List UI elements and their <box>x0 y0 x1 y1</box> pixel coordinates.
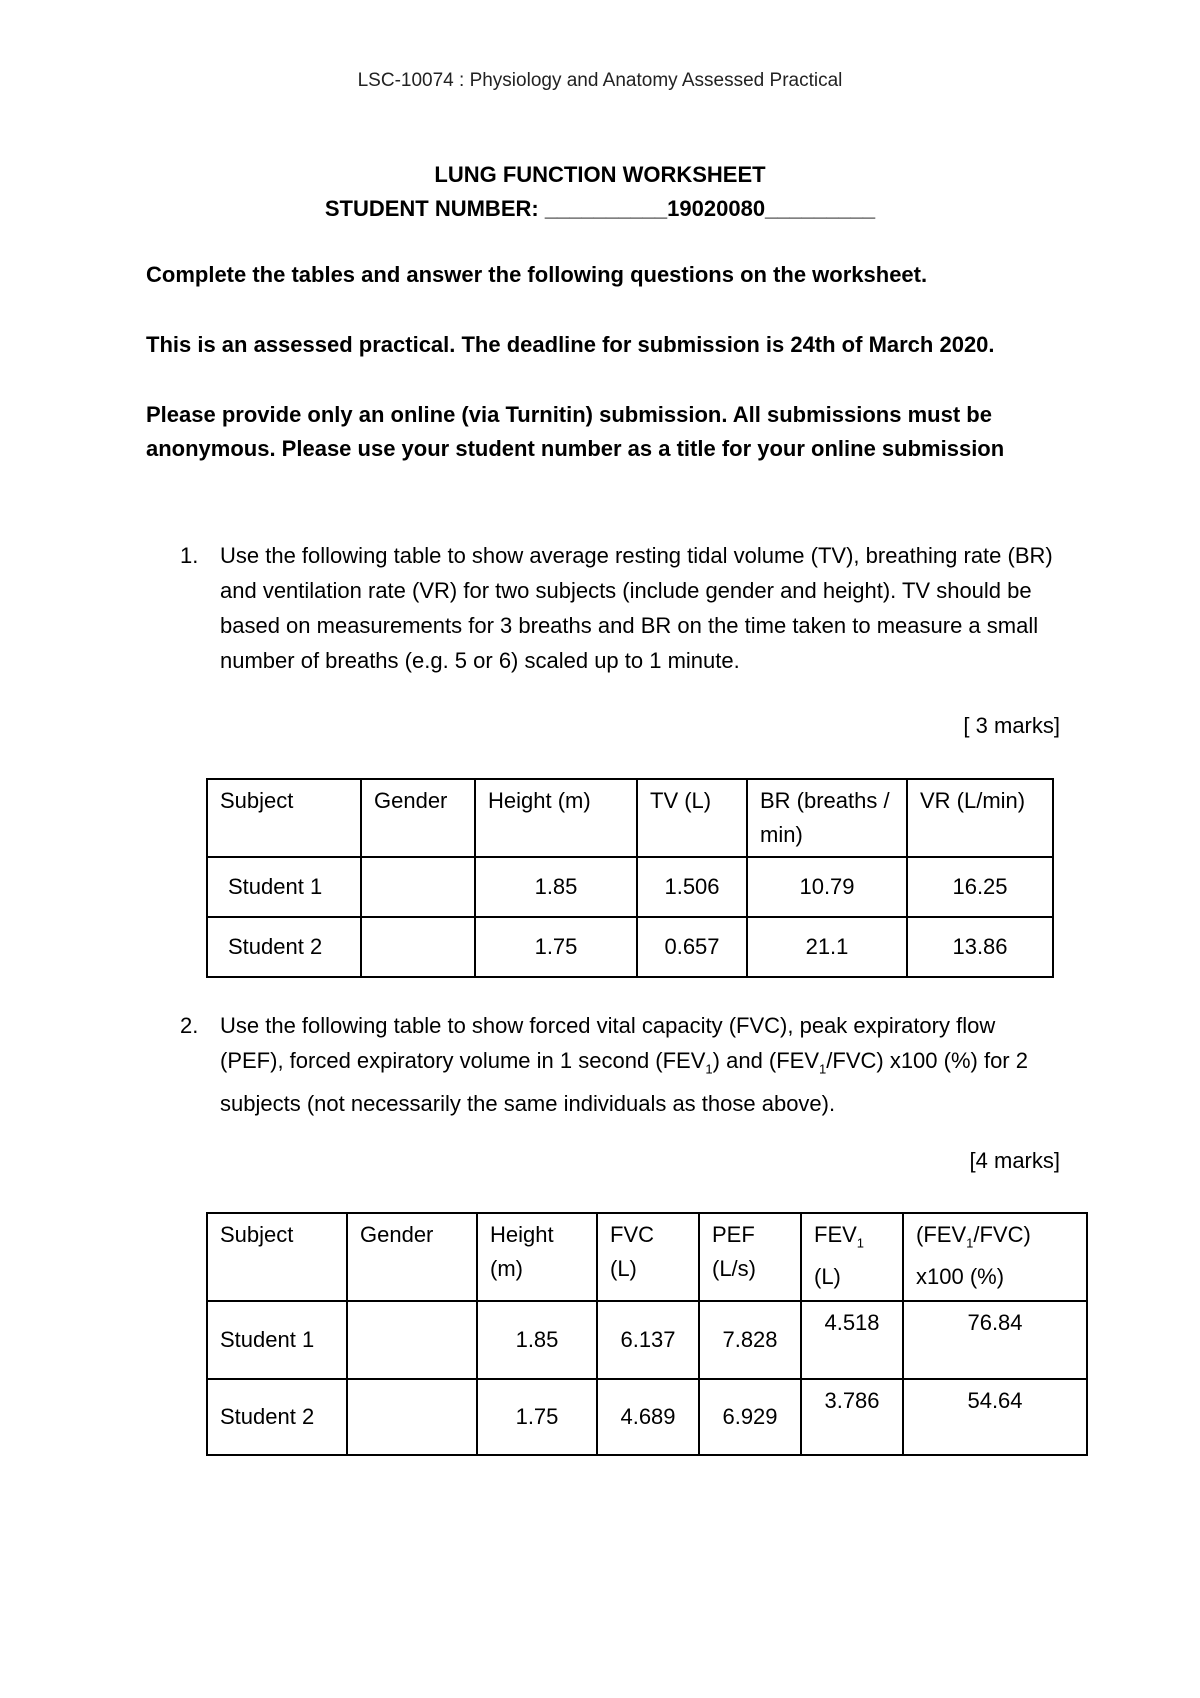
header-cell: TV (L) <box>637 779 747 857</box>
cell: 1.75 <box>475 917 637 977</box>
cell: 0.657 <box>637 917 747 977</box>
cell: 1.506 <box>637 857 747 917</box>
subscript: 1 <box>819 1061 827 1077</box>
deadline: This is an assessed practical. The deadline for submission is 24th of March 2020. <box>146 332 995 357</box>
header-cell: Height (m) <box>475 779 637 857</box>
header-cell: Gender <box>361 779 475 857</box>
fev-label: FEV <box>814 1222 857 1247</box>
cell: 13.86 <box>907 917 1053 977</box>
subscript: 1 <box>856 1235 865 1251</box>
table-q2-header-row <box>207 1213 1087 1301</box>
header-cell: Height (m) <box>477 1213 597 1301</box>
cell: 4.689 <box>597 1379 699 1455</box>
cell <box>347 1379 477 1455</box>
submission-note: Please provide only an online (via Turnitin) submission. All submissions must be anonymous. Please use your student number as a title for your online submission <box>146 402 1005 461</box>
cell: 1.85 <box>477 1301 597 1379</box>
student-number: STUDENT NUMBER: __________19020080_________ <box>324 196 876 221</box>
cell: 3.786 <box>801 1379 903 1455</box>
cell: 10.79 <box>747 857 907 917</box>
question-2-marks: [4 marks] <box>969 1148 1060 1173</box>
ratio-label-a: (FEV <box>916 1222 967 1247</box>
cell <box>361 857 475 917</box>
worksheet-title: LUNG FUNCTION WORKSHEET <box>434 162 766 187</box>
cell: Student 1 <box>207 857 361 917</box>
header-cell: VR (L/min) <box>907 779 1053 857</box>
header-cell: Subject <box>207 779 361 857</box>
cell: Student 1 <box>207 1301 347 1379</box>
question-2-text-c: /FVC) x100 (%) for 2 subjects (not necessarily the same individuals as those above). <box>220 1048 1028 1117</box>
cell: Student 2 <box>207 1379 347 1455</box>
cell: 16.25 <box>907 857 1053 917</box>
question-2-text <box>220 1008 1060 1121</box>
header-cell-ratio <box>903 1213 1087 1301</box>
question-1-number: 1. <box>180 543 199 568</box>
cell: 1.85 <box>475 857 637 917</box>
header-cell: PEF (L/s) <box>699 1213 801 1301</box>
header-cell: Subject <box>207 1213 347 1301</box>
table-q1-header-row <box>207 779 1053 857</box>
instruction: Complete the tables and answer the following questions on the worksheet. <box>146 262 928 287</box>
table-row <box>207 857 1053 917</box>
question-1-marks: [ 3 marks] <box>963 713 1060 738</box>
table-row <box>207 917 1053 977</box>
cell <box>347 1301 477 1379</box>
question-1-text: Use the following table to show average resting tidal volume (TV), breathing rate (BR) and ventilation rate (VR) for two subjects (include gender and height). TV should be based on measurements for 3 breaths and BR on the time taken to measure a small number of breaths (e.g. 5 or 6) scaled up to 1 minute. <box>220 543 1053 673</box>
cell: 21.1 <box>747 917 907 977</box>
question-1 <box>180 538 1060 678</box>
question-2-number: 2. <box>180 1013 199 1038</box>
subscript: 1 <box>705 1061 713 1077</box>
cell: 1.75 <box>477 1379 597 1455</box>
table-row <box>207 1301 1087 1379</box>
table-row <box>207 1379 1087 1455</box>
header-cell-fev1 <box>801 1213 903 1301</box>
cell: 6.929 <box>699 1379 801 1455</box>
cell: 7.828 <box>699 1301 801 1379</box>
table-q1 <box>206 778 1054 978</box>
header-cell: BR (breaths / min) <box>747 779 907 857</box>
ratio-label-b: /FVC) x100 (%) <box>916 1222 1031 1290</box>
subscript: 1 <box>966 1235 974 1251</box>
cell: 54.64 <box>903 1379 1087 1455</box>
table-q2 <box>206 1212 1088 1456</box>
question-2-text-b: ) and (FEV <box>712 1048 820 1073</box>
fev-unit: (L) <box>814 1264 841 1290</box>
header-cell: Gender <box>347 1213 477 1301</box>
cell: 4.518 <box>801 1301 903 1379</box>
cell: 76.84 <box>903 1301 1087 1379</box>
cell <box>361 917 475 977</box>
header-cell: FVC (L) <box>597 1213 699 1301</box>
title-block <box>0 158 1200 226</box>
question-2 <box>180 1008 1060 1121</box>
question-2-text-a: Use the following table to show forced vital capacity (FVC), peak expiratory flow (PEF), forced expiratory volume in 1 second (FEV <box>220 1013 996 1073</box>
cell: Student 2 <box>207 917 361 977</box>
page-header: LSC-10074 : Physiology and Anatomy Assessed Practical <box>357 70 843 91</box>
cell: 6.137 <box>597 1301 699 1379</box>
